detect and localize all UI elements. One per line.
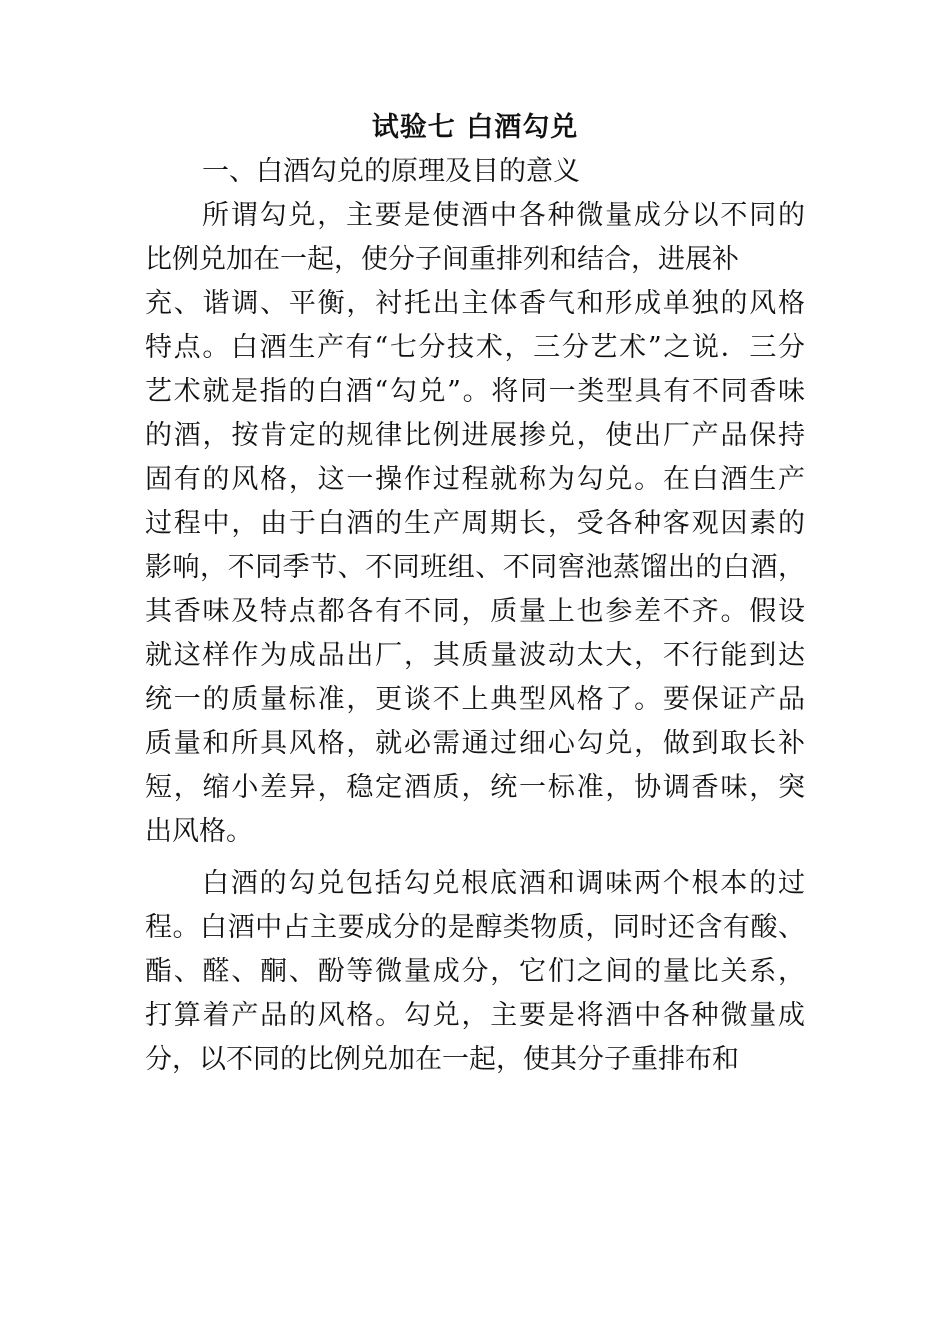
paragraph-line: 白酒的勾兑包括勾兑根底酒和调味两个根本的过 [202,868,805,899]
paragraph-line: 固有的风格，这一操作过程就称为勾兑。在白酒生产 [145,464,805,495]
paragraph-line: 酯、醛、酮、酚等微量成分，它们之间的量比关系， [145,956,805,987]
paragraph-line: 质量和所具风格，就必需通过细心勾兑，做到取长补 [145,728,805,759]
paragraph-line: 就这样作为成品出厂，其质量波动太大，不行能到达 [145,640,805,671]
paragraph-line: 特点。白酒生产有“七分技术，三分艺术”之说．三分 [145,332,805,363]
paragraph-line: 影响，不同季节、不同班组、不同窖池蒸馏出的白酒， [145,552,805,583]
paragraph-line: 短，缩小差异，稳定酒质，统一标准，协调香味，突 [145,772,805,803]
paragraph-line: 程。白酒中占主要成分的是醇类物质，同时还含有酸、 [145,912,805,943]
document-title: 试验七 白酒勾兑 [371,112,579,143]
paragraph-line: 的酒，按肯定的规律比例进展掺兑，使出厂产品保持 [145,420,805,451]
paragraph-line: 过程中，由于白酒的生产周期长，受各种客观因素的 [145,508,805,539]
paragraph-line: 充、谐调、平衡，衬托出主体香气和形成单独的风格 [145,288,805,319]
paragraph-line: 打算着产品的风格。勾兑，主要是将酒中各种微量成 [145,1000,805,1031]
paragraph-line: 统一的质量标准，更谈不上典型风格了。要保证产品 [145,684,805,715]
paragraph-line: 比例兑加在一起，使分子间重排列和结合，进展补 [145,244,739,275]
paragraph-line: 艺术就是指的白酒“勾兑”。将同一类型具有不同香味 [145,376,805,407]
paragraph-line: 出风格。 [145,816,253,847]
paragraph-line: 所谓勾兑，主要是使酒中各种微量成分以不同的 [202,200,805,231]
section-heading: 一、白酒勾兑的原理及目的意义 [202,156,580,187]
paragraph-line: 其香味及特点都各有不同，质量上也参差不齐。假设 [145,596,805,627]
paragraph-line: 分，以不同的比例兑加在一起，使其分子重排布和 [145,1044,739,1075]
